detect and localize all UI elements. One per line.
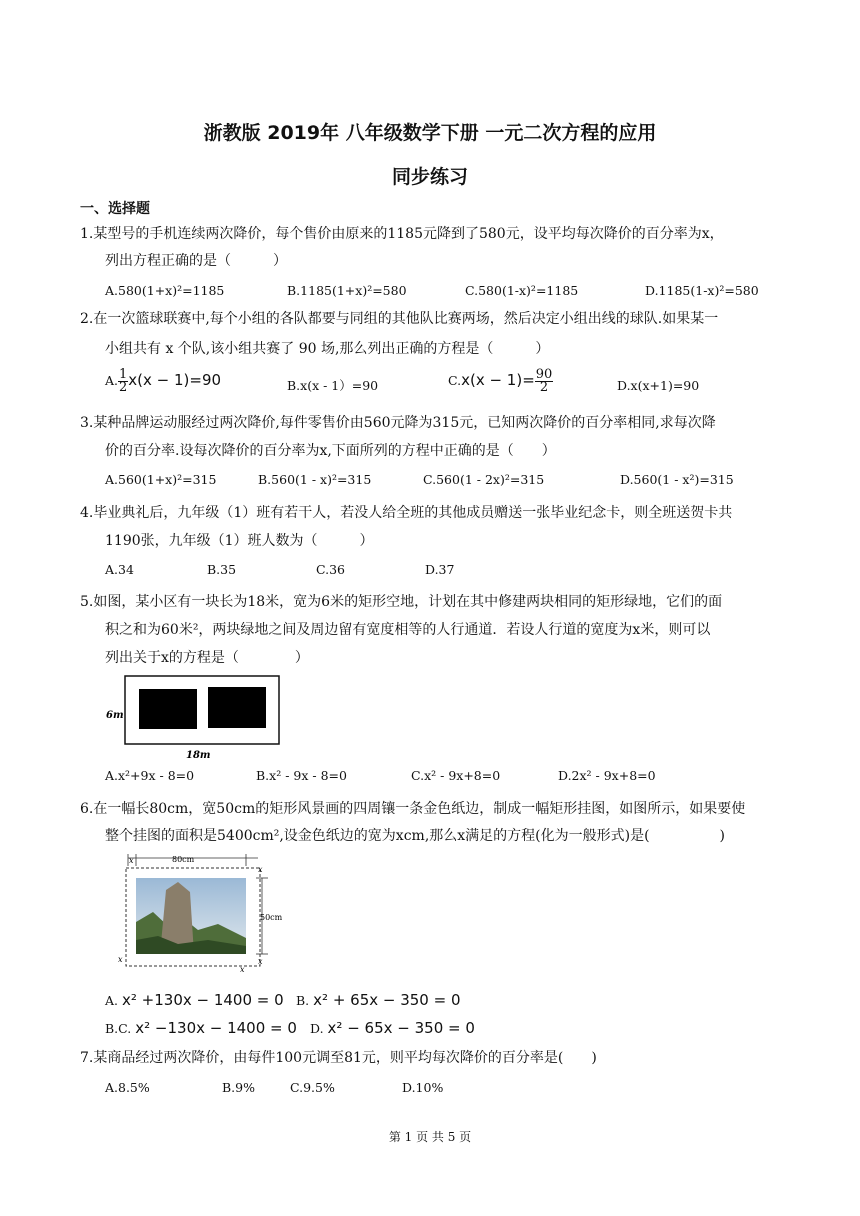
fig-x-label: x [240, 965, 245, 974]
fraction-numerator: 1 [119, 367, 128, 382]
q1-option-a: A.580(1+x)²=1185 [105, 283, 225, 298]
q2-option-c-eq: x(x − 1)= [461, 371, 535, 389]
q2-option-d: D.x(x+1)=90 [617, 378, 700, 393]
q5-stem-line1: 5.如图，某小区有一块长为18米，宽为6米的矩形空地，计划在其中修建两块相同的矩形绿地，它们的面 [80, 594, 723, 610]
q3-stem-line2: 价的百分率.设每次降价的百分率为x,下面所列的方程中正确的是（ ） [105, 443, 556, 459]
q7-option-b: B.9% [222, 1080, 255, 1095]
q7-stem-line1: 7.某商品经过两次降价，由每件100元调至81元，则平均每次降价的百分率是( ) [80, 1050, 597, 1066]
q6-option-d-eq: x² − 65x − 350 = 0 [327, 1019, 475, 1037]
q6-option-c [105, 1019, 297, 1037]
fraction-denominator: 2 [539, 380, 549, 395]
q3-option-c: C.560(1 - 2x)²=315 [423, 472, 545, 487]
q6-option-c-label: B.C. [105, 1021, 132, 1036]
q3-option-a: A.560(1+x)²=315 [105, 472, 217, 487]
q6-option-a-label: A. [105, 993, 119, 1008]
q1-option-c: C.580(1-x)²=1185 [465, 283, 579, 298]
q2-option-c [448, 369, 553, 394]
q2-stem-line1: 2.在一次篮球联赛中,每个小组的各队都要与同组的其他队比赛两场，然后决定小组出线的球队.如果某一 [80, 311, 719, 327]
q4-option-c: C.36 [316, 562, 345, 577]
q3-stem-line1: 3.某种品牌运动服经过两次降价,每件零售价由560元降为315元，已知两次降价的百分率相同,求每次降 [80, 415, 716, 431]
q5-plot-diagram [104, 672, 284, 764]
q1-option-b: B.1185(1+x)²=580 [287, 283, 407, 298]
q5-option-c: C.x² - 9x+8=0 [411, 768, 501, 783]
q2-option-a [105, 369, 221, 394]
q2-option-b: B.x(x - 1）=90 [287, 378, 379, 393]
green-plot-1 [139, 689, 197, 729]
q7-option-a: A.8.5% [105, 1080, 150, 1095]
q5-option-d: D.2x² - 9x+8=0 [558, 768, 656, 783]
fig-width-label: 6m [106, 710, 124, 721]
q5-stem-line2: 积之和为60米²，两块绿地之间及周边留有宽度相等的人行通道．若设人行道的宽度为x米，则可以 [105, 622, 711, 638]
q2-option-a-label: A. [105, 373, 119, 388]
q6-option-b-eq: x² + 65x − 350 = 0 [313, 991, 461, 1009]
q2-option-a-fraction [118, 369, 128, 394]
q7-option-c: C.9.5% [290, 1080, 335, 1095]
document-subtitle: 同步练习 [391, 166, 468, 188]
q2-option-c-fraction [535, 369, 554, 394]
fig-x-label: x [258, 957, 263, 966]
q6-option-a-eq: x² +130x − 1400 = 0 [122, 991, 284, 1009]
q3-option-b: B.560(1 - x)²=315 [258, 472, 372, 487]
fig-length-label: 18m [186, 750, 211, 761]
q3-option-d: D.560(1 - x²)=315 [620, 472, 734, 487]
q4-option-d: D.37 [425, 562, 455, 577]
q6-option-d-label: D. [310, 1021, 324, 1036]
q2-stem-line2: 小组共有 x 个队,该小组共赛了 90 场,那么列出正确的方程是（ ） [105, 341, 550, 357]
q1-stem-line1: 1.某型号的手机连续两次降价，每个售价由原来的1185元降到了580元，设平均每次降价的百分率为x， [80, 226, 724, 242]
q6-option-d [310, 1019, 475, 1037]
q1-option-d: D.1185(1-x)²=580 [645, 283, 759, 298]
q6-option-b-label: B. [296, 993, 310, 1008]
q5-option-b: B.x² - 9x - 8=0 [256, 768, 347, 783]
q5-option-a: A.x²+9x - 8=0 [105, 768, 195, 783]
page-footer: 第 1 页 共 5 页 [388, 1130, 472, 1144]
q7-option-d: D.10% [402, 1080, 444, 1095]
q2-option-a-eq: x(x − 1)=90 [128, 371, 222, 389]
q6-option-b [296, 991, 461, 1009]
fig-side-label: 50cm [260, 913, 283, 922]
fig-x-label: x [129, 856, 134, 865]
q4-stem-line1: 4.毕业典礼后，九年级（1）班有若干人，若没人给全班的其他成员赠送一张毕业纪念卡，则全班送贺卡共 [80, 505, 733, 521]
q6-option-c-eq: x² −130x − 1400 = 0 [135, 1019, 297, 1037]
q1-stem-line2: 列出方程正确的是（ ） [105, 253, 287, 269]
fig-x-label: x [258, 865, 263, 874]
q2-option-c-label: C. [448, 373, 462, 388]
q6-frame-diagram [108, 852, 288, 976]
fraction-numerator: 90 [535, 367, 553, 382]
fig-top-label: 80cm [172, 855, 195, 864]
q6-option-a [105, 991, 284, 1009]
fraction-denominator: 2 [119, 380, 128, 395]
q4-option-b: B.35 [207, 562, 237, 577]
fig-x-label: x [118, 955, 123, 964]
q5-stem-line3: 列出关于x的方程是（ ） [105, 650, 309, 666]
section-heading: 一、选择题 [80, 201, 150, 217]
q6-stem-line1: 6.在一幅长80cm，宽50cm的矩形风景画的四周镶一条金色纸边，制成一幅矩形挂图，如图所示，如果要使 [80, 801, 746, 817]
document-title: 浙教版 2019年 八年级数学下册 一元二次方程的应用 [203, 122, 657, 144]
q4-option-a: A.34 [105, 562, 134, 577]
q4-stem-line2: 1190张，九年级（1）班人数为（ ） [105, 533, 374, 549]
green-plot-2 [208, 687, 266, 728]
q6-stem-line2: 整个挂图的面积是5400cm²,设金色纸边的宽为xcm,那么x满足的方程(化为一般形式)是( ) [105, 828, 726, 844]
